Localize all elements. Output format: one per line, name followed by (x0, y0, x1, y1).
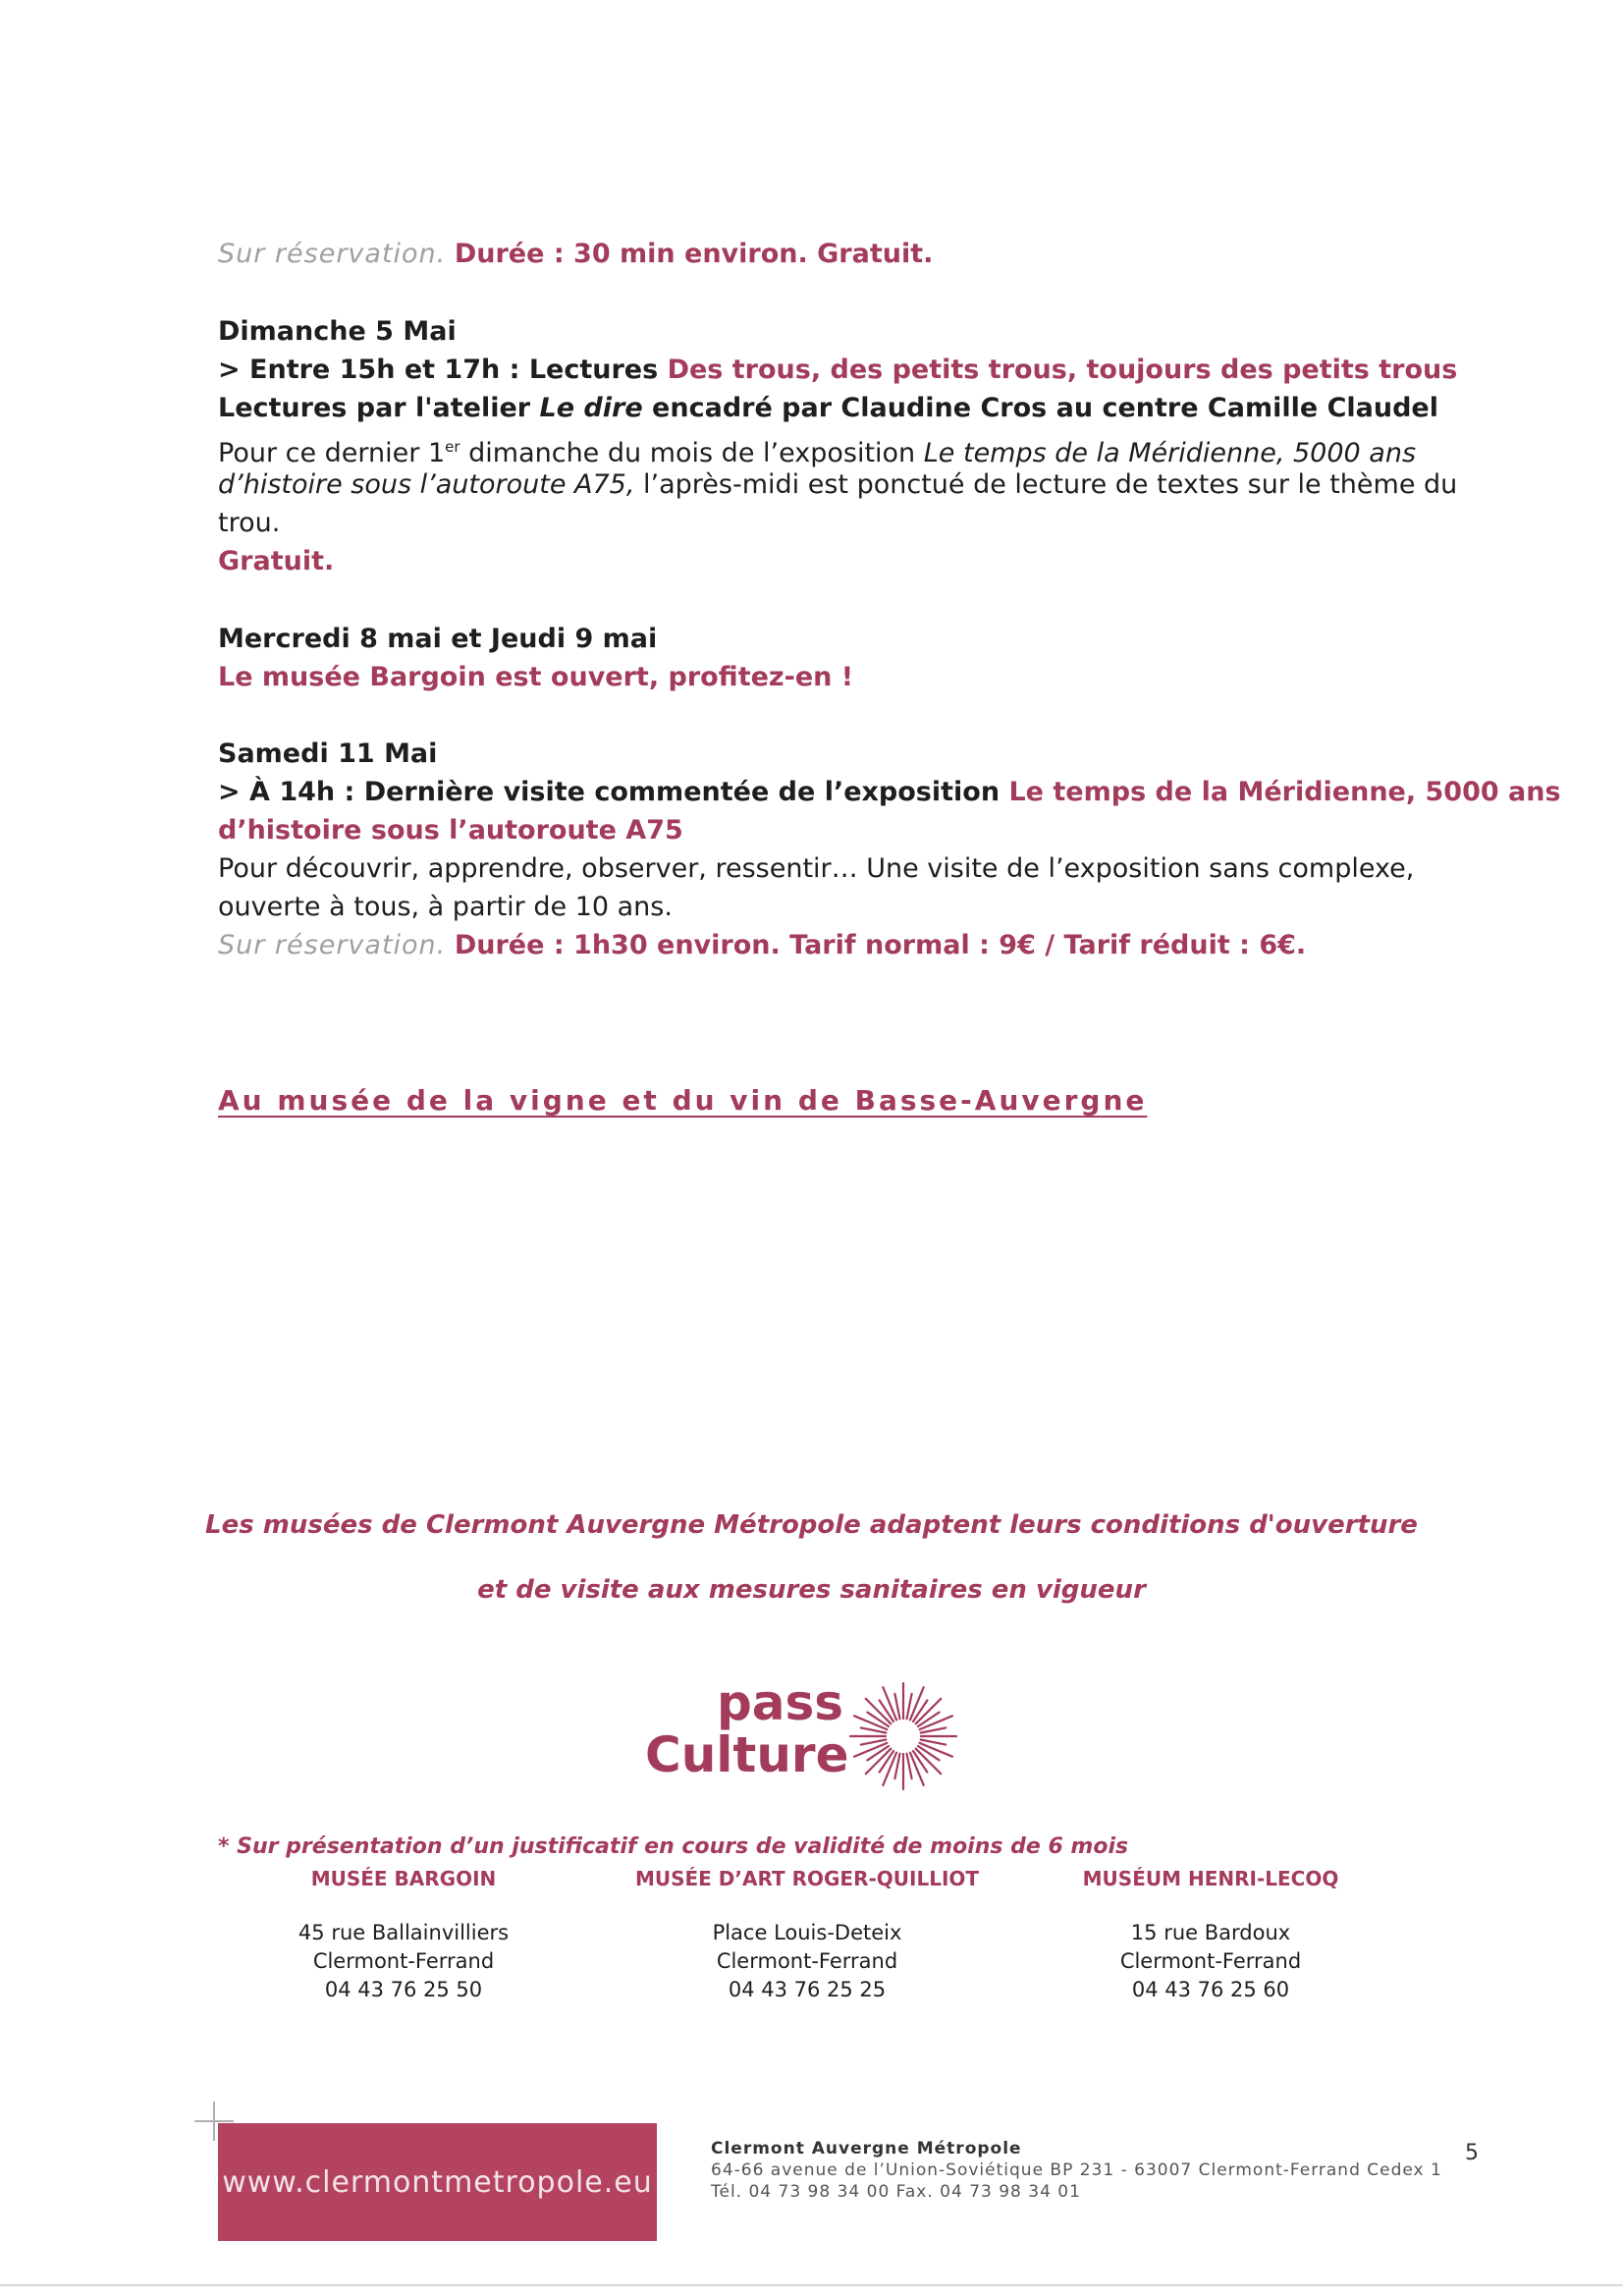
reservation-label: Sur réservation. (218, 239, 447, 269)
event-title: Le temps de la Méridienne, 5000 ans (1008, 777, 1561, 807)
event-price: Gratuit. (218, 546, 335, 576)
desc-text: l’après-midi est ponctué de lecture de textes sur le thème du (634, 469, 1458, 500)
event-description-line: ouverte à tous, à partir de 10 ans. (218, 892, 673, 922)
reservation-line (218, 927, 1306, 964)
desc-text: Pour ce dernier 1 (218, 438, 446, 468)
org-address: 64-66 avenue de l’Union-Soviétique BP 231 - 63007 Clermont-Ferrand Cedex 1 (711, 2160, 1442, 2180)
museum-address: 45 rue Ballainvilliers (298, 1921, 510, 1944)
museum-henri-lecoq (1034, 1864, 1387, 2004)
event-title: Des trous, des petits trous, toujours des petits trous (667, 355, 1458, 385)
museum-city: Clermont-Ferrand (1119, 1949, 1302, 1973)
sanitary-notice-line1: Les musées de Clermont Auvergne Métropole adaptent leurs conditions d'ouverture (205, 1510, 1418, 1540)
museum-phone: 04 43 76 25 60 (1131, 1978, 1290, 2001)
subtitle-italic: Le dire (539, 393, 643, 423)
museum-phone: 04 43 76 25 50 (324, 1978, 483, 2001)
museum-name: MUSÉE D’ART ROGER-QUILLIOT (634, 1867, 980, 1890)
event-time: > Entre 15h et 17h : Lectures (218, 355, 668, 385)
page-number: 5 (1465, 2141, 1479, 2165)
museum-name: MUSÉUM HENRI-LECOQ (1082, 1867, 1339, 1890)
event-note: Le musée Bargoin est ouvert, profitez-en ! (218, 662, 854, 692)
event-date: Dimanche 5 Mai (218, 316, 457, 347)
reservation-line (218, 236, 933, 273)
event-description-line (218, 466, 1457, 504)
website-banner[interactable] (218, 2123, 657, 2241)
subtitle-text: Lectures par l'atelier (218, 393, 540, 423)
event-date: Mercredi 8 mai et Jeudi 9 mai (218, 624, 658, 654)
reservation-label: Sur réservation. (218, 930, 447, 960)
desc-superscript: er (445, 438, 460, 456)
org-contact (711, 2138, 1442, 2203)
museum-city: Clermont-Ferrand (716, 1949, 898, 1973)
sanitary-notice-line2: et de visite aux mesures sanitaires en vigueur (477, 1575, 1146, 1605)
event-description-line: trou. (218, 508, 281, 538)
museum-phone: 04 43 76 25 25 (728, 1978, 887, 2001)
museum-roger-quilliot (630, 1864, 984, 2004)
desc-italic: Le temps de la Méridienne, 5000 ans (923, 438, 1417, 468)
website-link[interactable]: www.clermontmetropole.eu (222, 2164, 653, 2200)
section-heading[interactable]: Au musée de la vigne et du vin de Basse-Auvergne (218, 1084, 1148, 1117)
footnote: * Sur présentation d’un justificatif en cours de validité de moins de 6 mois (218, 1834, 1129, 1859)
event-date: Samedi 11 Mai (218, 738, 438, 769)
event-time-line (218, 352, 1457, 389)
museum-city: Clermont-Ferrand (312, 1949, 495, 1973)
event-description-line: Pour découvrir, apprendre, observer, ressentir… Une visite de l’exposition sans complexe, (218, 853, 1415, 884)
desc-text: dimanche du mois de l’exposition (460, 438, 924, 468)
event-time: > À 14h : Dernière visite commentée de l’exposition (218, 777, 1009, 807)
duration-price: Durée : 30 min environ. Gratuit. (454, 239, 934, 269)
event-subtitle (218, 390, 1438, 427)
sunburst-icon (846, 1679, 960, 1793)
museum-name: MUSÉE BARGOIN (310, 1867, 497, 1890)
subtitle-text-end: encadré par Claudine Cros au centre Camille Claudel (642, 393, 1438, 423)
event-title-cont: d’histoire sous l’autoroute A75 (218, 815, 683, 846)
org-phone: Tél. 04 73 98 34 00 Fax. 04 73 98 34 01 (711, 2182, 1081, 2202)
org-name: Clermont Auvergne Métropole (711, 2139, 1022, 2159)
event-time-line (218, 774, 1561, 811)
museum-address: 15 rue Bardoux (1130, 1921, 1291, 1944)
museum-bargoin (227, 1864, 580, 2004)
museum-address: Place Louis-Deteix (712, 1921, 902, 1944)
duration-price: Durée : 1h30 environ. Tarif normal : 9€ / Tarif réduit : 6€. (454, 930, 1307, 960)
pass-culture-word1: pass (717, 1674, 844, 1731)
bottom-rule (0, 2284, 1623, 2286)
pass-culture-word2: Culture (645, 1726, 849, 1783)
desc-italic: d’histoire sous l’autoroute A75, (218, 469, 635, 500)
